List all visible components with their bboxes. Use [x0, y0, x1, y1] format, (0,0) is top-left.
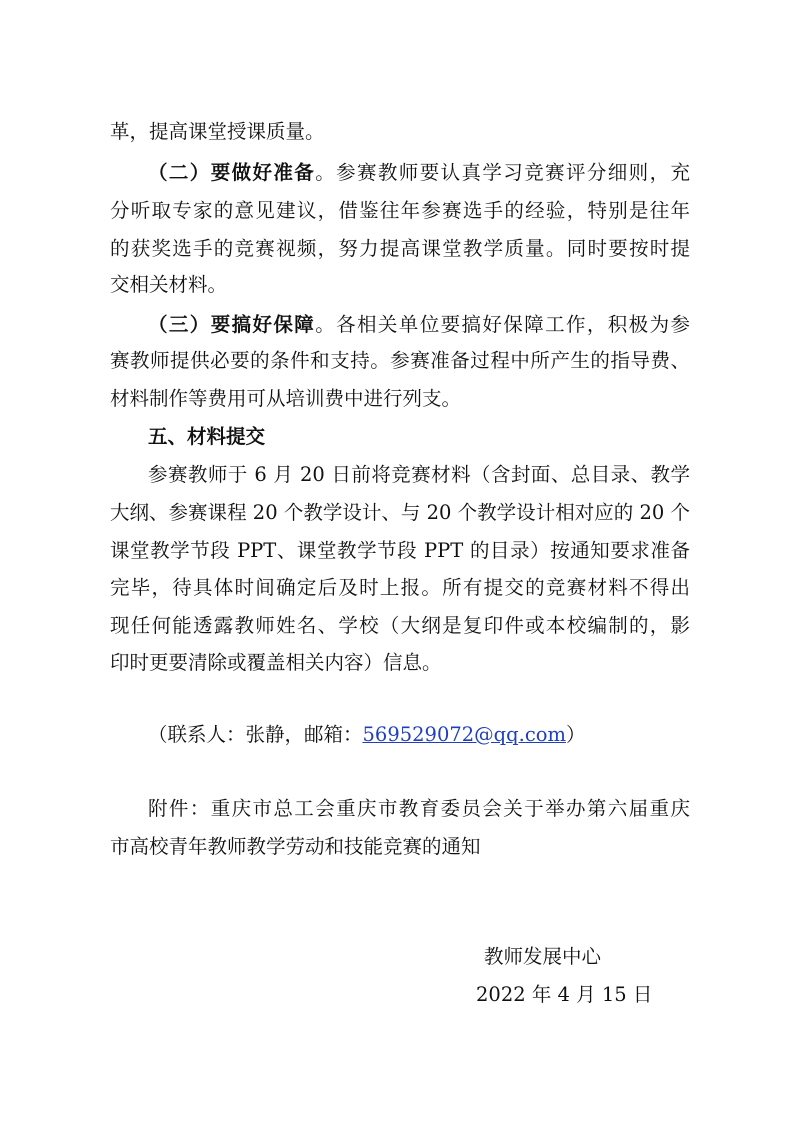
attachment-line [110, 830, 690, 864]
paragraph-line [110, 646, 690, 680]
paragraph-line [110, 344, 690, 378]
paragraph-line [110, 115, 690, 149]
text-line: 参赛教师于 6 月 20 日前将竞赛材料（含封面、总目录、教学 [148, 463, 690, 486]
paragraph-line [110, 496, 690, 530]
text-line: 印时更要清除或覆盖相关内容）信息。 [110, 651, 442, 674]
subsection-heading: （三）要搞好保障 [148, 313, 316, 336]
text-line: 现任何能透露教师姓名、学校（大纲是复印件或本校编制的，影 [110, 614, 690, 637]
section-title: 五、材料提交 [148, 425, 266, 448]
contact-prefix: （联系人：张静，邮箱： [148, 723, 363, 746]
paragraph-line [148, 458, 690, 492]
section-heading [148, 420, 690, 454]
signature-date: 2022 年 4 月 15 日 [476, 983, 653, 1006]
text-line: 。各相关单位要搞好保障工作，积极为参 [315, 313, 690, 336]
paragraph-line [110, 609, 690, 643]
text-line: 课堂教学节段 PPT、课堂教学节段 PPT 的目录）按通知要求准备 [110, 539, 690, 562]
text-line: 完毕，待具体时间确定后及时上报。所有提交的竞赛材料不得出 [110, 576, 690, 599]
text-line: 。参赛教师要认真学习竞赛评分细则，充 [315, 161, 690, 184]
email-link[interactable]: 569529072@qq.com [362, 723, 566, 746]
subsection-heading: （二）要做好准备 [148, 161, 316, 184]
text-line: 交相关材料。 [110, 273, 228, 296]
paragraph-line [110, 571, 690, 605]
contact-suffix: ） [566, 723, 586, 746]
text-line: 材料制作等费用可从培训费中进行列支。 [110, 387, 462, 410]
contact-line [148, 718, 690, 752]
paragraph-line [110, 382, 690, 416]
text-line: 赛教师提供必要的条件和支持。参赛准备过程中所产生的指导费、 [110, 349, 690, 372]
paragraph-line [110, 232, 690, 266]
text-line: 革，提高课堂授课质量。 [110, 120, 325, 143]
paragraph-line [110, 534, 690, 568]
text-line: 的获奖选手的竞赛视频，努力提高课堂教学质量。同时要按时提 [110, 237, 690, 260]
paragraph-line [148, 156, 690, 190]
attachment-text: 附件：重庆市总工会重庆市教育委员会关于举办第六届重庆 [148, 797, 690, 820]
paragraph-line [110, 268, 690, 302]
signature-org: 教师发展中心 [484, 945, 602, 968]
text-line: 大纲、参赛课程 20 个教学设计、与 20 个教学设计相对应的 20 个 [110, 501, 690, 524]
paragraph-line [110, 194, 690, 228]
text-line: 分听取专家的意见建议，借鉴往年参赛选手的经验，特别是往年 [110, 199, 690, 222]
attachment-line [148, 792, 690, 826]
attachment-text: 市高校青年教师教学劳动和技能竞赛的通知 [110, 835, 481, 858]
paragraph-line [148, 308, 690, 342]
